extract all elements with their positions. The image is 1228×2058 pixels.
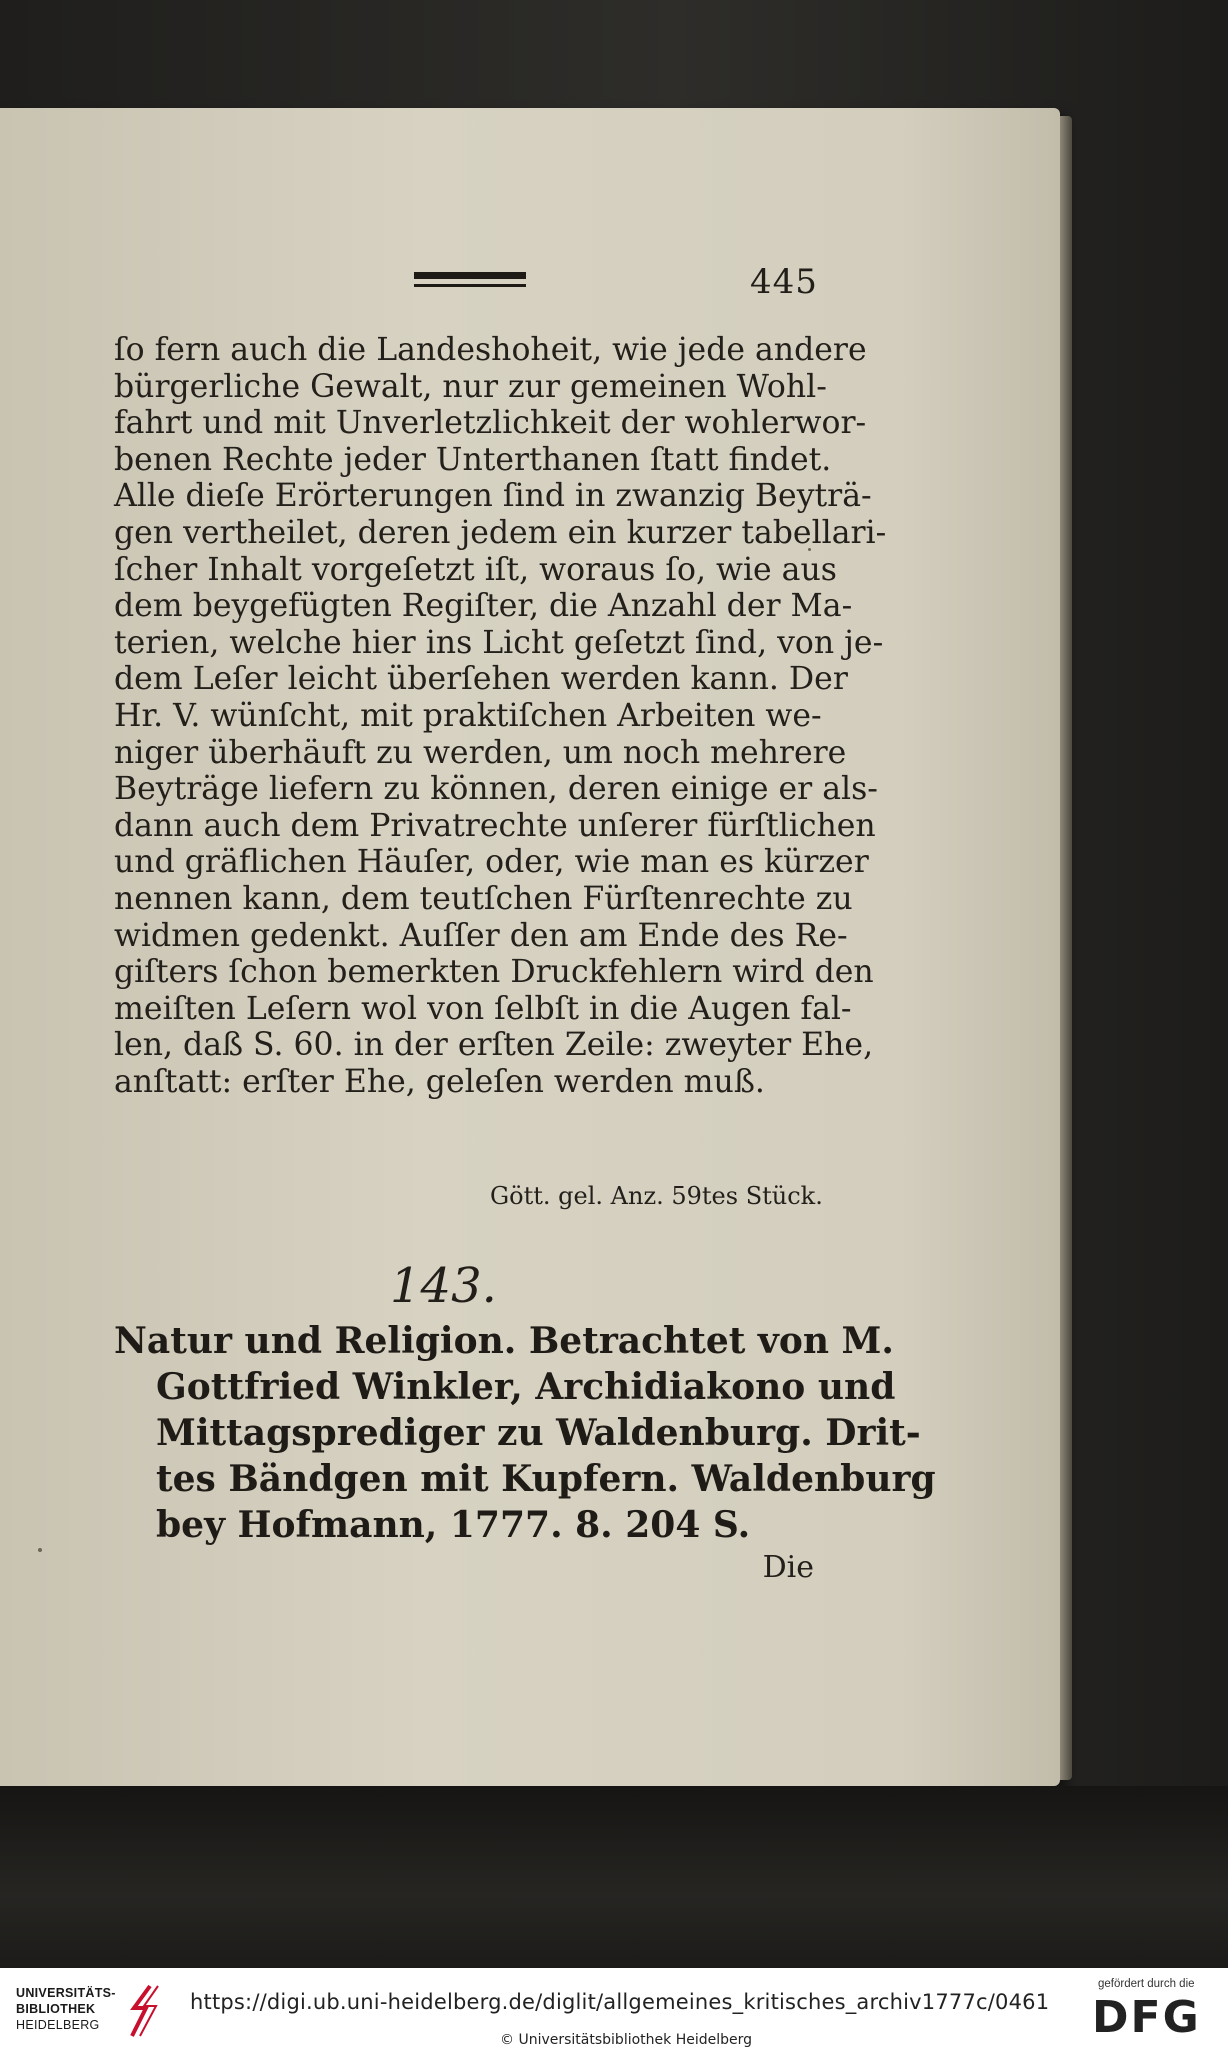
text-line: Alle dieſe Erörterungen ſind in zwanzig Beyträ- [114, 478, 872, 515]
copyright-notice: © Universitätsbibliothek Heidelberg [500, 2032, 753, 2048]
text-line: giſters ſchon bemerkten Druckfehlern wird den [114, 954, 874, 991]
permalink-url[interactable]: https://digi.ub.uni-heidelberg.de/diglit/allgemeines_kritisches_archiv1777c/0461 [190, 1990, 1050, 2014]
paper-speck [38, 1548, 42, 1552]
source-reference: Gött. gel. Anz. 59tes Stück. [490, 1182, 823, 1210]
header-rule-thin [414, 284, 526, 287]
title-line: tes Bändgen mit Kupfern. Waldenburg [156, 1458, 936, 1500]
title-line: Mittagsprediger zu Waldenburg. Drit- [156, 1412, 921, 1454]
text-line: bürgerliche Gewalt, nur zur gemeinen Wohl- [114, 368, 827, 405]
text-line: nennen kann, dem teutſchen Fürſtenrechte zu [114, 880, 853, 917]
text-line: Hr. V. wünſcht, mit praktiſchen Arbeiten we- [114, 697, 822, 734]
page-number: 445 [750, 262, 818, 302]
library-name-line: BIBLIOTHEK [16, 2002, 96, 2016]
title-line: Natur und Religion. Betrachtet von M. [114, 1320, 894, 1362]
text-line: und gräflichen Häuſer, oder, wie man es kürzer [114, 844, 869, 881]
page-edge-shadow [1060, 116, 1072, 1780]
title-line: bey Hofmann, 1777. 8. 204 S. [156, 1504, 751, 1546]
funder-label: gefördert durch die [1098, 1978, 1195, 1990]
header-rule [414, 272, 526, 279]
catchword: Die [762, 1550, 814, 1585]
text-line: meiſten Leſern wol von ſelbſt in die Augen fal- [114, 990, 852, 1027]
text-line: ſo fern auch die Landeshoheit, wie jede andere [114, 332, 867, 368]
body-text [114, 332, 887, 1100]
scan-bottom-margin [0, 1786, 1228, 1968]
text-line: benen Rechte jeder Unterthanen ſtatt findet. [114, 441, 832, 478]
book-title [114, 1318, 936, 1548]
library-name-line: UNIVERSITÄTS- [16, 1986, 116, 2000]
viewer-footer [0, 1968, 1228, 2058]
text-line: dem Leſer leicht überſehen werden kann. Der [114, 661, 848, 698]
text-line: niger überhäuft zu werden, um noch mehrere [114, 734, 847, 771]
title-line: Gottfried Winkler, Archidiakono und [156, 1366, 896, 1408]
text-line: Beyträge liefern zu können, deren einige er als- [114, 771, 878, 808]
text-line: dann auch dem Privatrechte unſerer fürſtlichen [114, 807, 876, 844]
entry-number: 143. [390, 1258, 497, 1314]
text-line: fahrt und mit Unverletzlichkeit der wohlerwor- [114, 405, 867, 442]
text-line: ſcher Inhalt vorgeſetzt iſt, woraus ſo, wie aus [114, 551, 837, 588]
text-line: len, daß S. 60. in der erſten Zeile: zweyter Ehe, [114, 1027, 874, 1064]
library-name-line: HEIDELBERG [16, 2018, 100, 2032]
text-line: anſtatt: erſter Ehe, geleſen werden muß. [114, 1063, 765, 1100]
text-line: widmen gedenkt. Auſſer den am Ende des Re- [114, 917, 848, 954]
library-logo-icon[interactable] [120, 1982, 172, 2040]
text-line: dem beygefügten Regiſter, die Anzahl der Ma- [114, 588, 853, 625]
text-line: gen vertheilet, deren jedem ein kurzer tabellari- [114, 514, 887, 551]
text-line: terien, welche hier ins Licht geſetzt ſind, von je- [114, 624, 884, 661]
dfg-logo[interactable]: DFG [1092, 1992, 1201, 2043]
